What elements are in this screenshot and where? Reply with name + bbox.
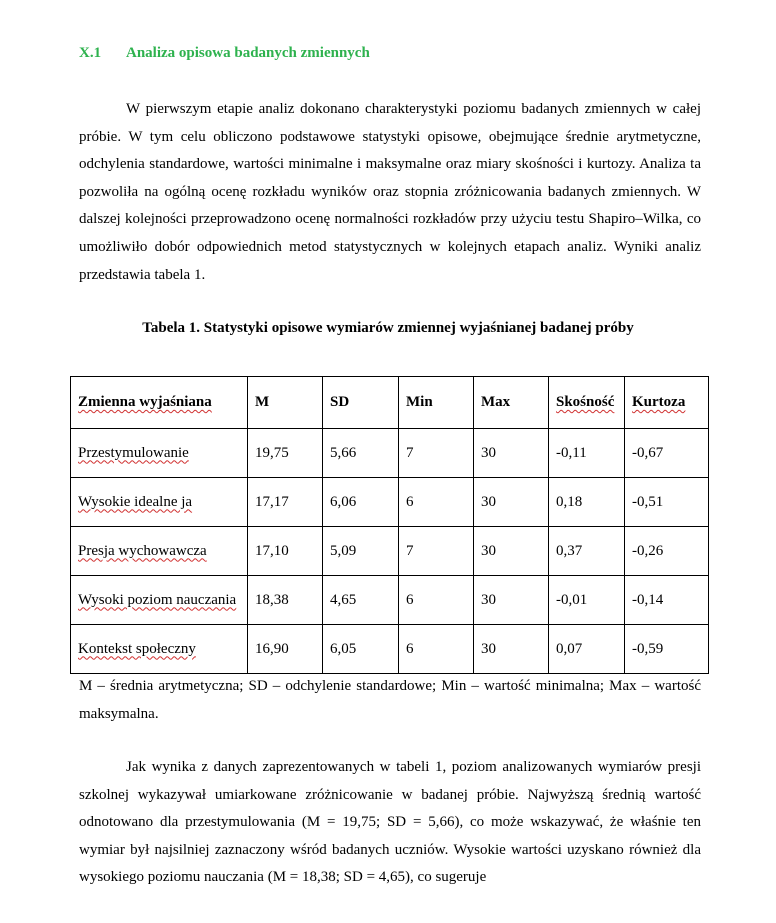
header-max: Max — [474, 377, 549, 429]
header-skewness: Skośność — [549, 377, 625, 429]
cell-skewness: 0,18 — [549, 478, 625, 527]
intro-paragraph: W pierwszym etapie analiz dokonano charakterystyki poziomu badanych zmiennych w całej próbie. W tym celu obliczono podstawowe statystyki opisowe, obejmujące średnie arytmetyczne, odchylenia standardowe, wartości minimalne i maksymalne oraz miary skośności i kurtozy. Analiza ta pozwoliła na ogólną ocenę rozkładu wyników oraz stopnia zróżnicowania badanych zmiennych. W dalszej kolejności przeprowadzono ocenę normalności rozkładów przy użyciu testu Shapiro–Wilka, co umożliwiło dobór odpowiednich metod statystycznych w kolejnych etapach analiz. Wyniki analiz przedstawia tabela 1. — [79, 101, 701, 283]
cell-mean: 17,10 — [248, 527, 323, 576]
cell-min: 6 — [399, 478, 474, 527]
cell-max: 30 — [474, 429, 549, 478]
cell-variable: Wysokie idealne ja — [71, 478, 248, 527]
cell-max: 30 — [474, 576, 549, 625]
cell-kurtosis: -0,26 — [625, 527, 709, 576]
cell-min: 6 — [399, 576, 474, 625]
cell-sd: 6,06 — [323, 478, 399, 527]
cell-max: 30 — [474, 478, 549, 527]
table-note: M – średnia arytmetyczna; SD – odchylenie standardowe; Min – wartość minimalna; Max – wartość maksymalna. — [79, 678, 701, 722]
table-row — [71, 527, 709, 576]
header-mean: M — [248, 377, 323, 429]
cell-sd: 6,05 — [323, 625, 399, 674]
discussion-paragraph: Jak wynika z danych zaprezentowanych w tabeli 1, poziom analizowanych wymiarów presji szkolnej wykazywał umiarkowane zróżnicowanie w badanej próbie. Najwyższą średnią wartość odnotowano dla przestymulowania (M = 19,75; SD = 5,66), co może wskazywać, że właśnie ten wymiar był najsilniej zaznaczony wśród badanych uczniów. Wysokie wartości uzyskano również dla wysokiego poziomu nauczania (M = 18,38; SD = 4,65), co sugeruje — [79, 759, 701, 886]
header-variable: Zmienna wyjaśniana — [71, 377, 248, 429]
cell-skewness: 0,37 — [549, 527, 625, 576]
cell-kurtosis: -0,51 — [625, 478, 709, 527]
cell-skewness: -0,11 — [549, 429, 625, 478]
cell-min: 6 — [399, 625, 474, 674]
cell-kurtosis: -0,14 — [625, 576, 709, 625]
cell-sd: 4,65 — [323, 576, 399, 625]
cell-skewness: 0,07 — [549, 625, 625, 674]
table-header-row — [71, 377, 709, 429]
cell-variable: Presja wychowawcza — [71, 527, 248, 576]
cell-max: 30 — [474, 527, 549, 576]
table-row — [71, 625, 709, 674]
cell-variable: Kontekst społeczny — [71, 625, 248, 674]
section-number: X.1 — [79, 45, 102, 61]
table-row — [71, 576, 709, 625]
descriptive-statistics-table — [70, 376, 709, 674]
cell-min: 7 — [399, 527, 474, 576]
cell-skewness: -0,01 — [549, 576, 625, 625]
cell-sd: 5,09 — [323, 527, 399, 576]
cell-min: 7 — [399, 429, 474, 478]
cell-mean: 18,38 — [248, 576, 323, 625]
cell-kurtosis: -0,59 — [625, 625, 709, 674]
cell-sd: 5,66 — [323, 429, 399, 478]
cell-mean: 16,90 — [248, 625, 323, 674]
cell-variable: Przestymulowanie — [71, 429, 248, 478]
table-row — [71, 429, 709, 478]
cell-mean: 17,17 — [248, 478, 323, 527]
section-heading — [79, 45, 370, 62]
section-title: Analiza opisowa badanych zmiennych — [126, 45, 370, 61]
header-min: Min — [399, 377, 474, 429]
cell-mean: 19,75 — [248, 429, 323, 478]
table-caption: Tabela 1. Statystyki opisowe wymiarów zmiennej wyjaśnianej badanej próby — [142, 320, 634, 336]
cell-kurtosis: -0,67 — [625, 429, 709, 478]
table-row — [71, 478, 709, 527]
cell-variable: Wysoki poziom nauczania — [71, 576, 248, 625]
header-kurtosis: Kurtoza — [625, 377, 709, 429]
header-sd: SD — [323, 377, 399, 429]
cell-max: 30 — [474, 625, 549, 674]
